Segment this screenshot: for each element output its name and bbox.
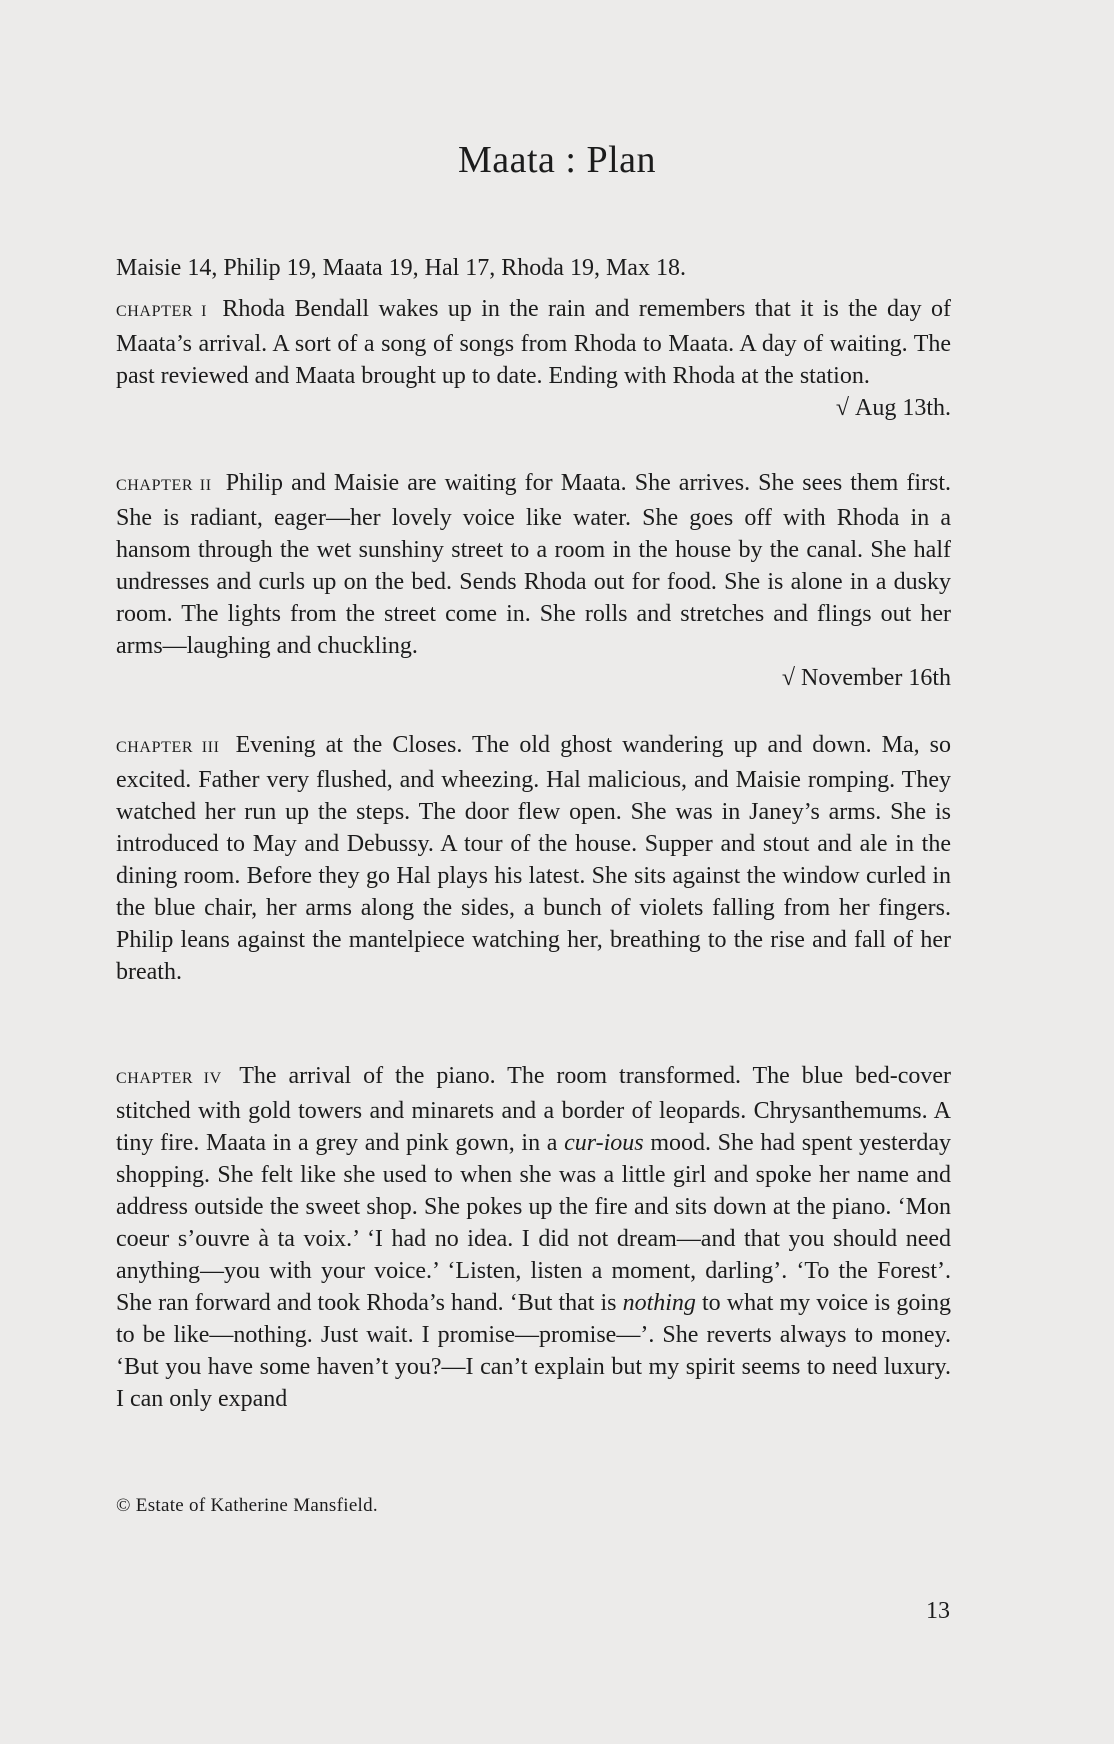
chapter-1-plan <box>116 293 951 424</box>
chapter-3-plan <box>116 729 951 988</box>
page-title: Maata : Plan <box>457 139 657 181</box>
copyright-notice: © Estate of Katherine Mansfield. <box>116 1495 378 1516</box>
chapter-label: CHAPTER IV <box>116 1070 222 1087</box>
chapter-label: CHAPTER I <box>116 303 208 320</box>
chapter-body-part-c: to what my voice is going to be like—nothing. Just wait. I promise—promise—’. She reverts always to money. ‘But you have some haven’t you?—I can’t explain but my spirit seems to need luxury. I can only expand <box>116 1290 951 1412</box>
chapter-body-part-b: mood. She had spent yesterday shopping. She felt like she used to when she was a little girl and spoke her name and address outside the sweet shop. She pokes up the fire and sits down at the piano. ‘Mon coeur s’ouvre à ta voix.’ ‘I had no idea. I did not dream—and that you should need anything—you with your voice.’ ‘Listen, listen a moment, darling’. ‘To the Forest’. She ran forward and took Rhoda’s hand. ‘But that is <box>116 1130 951 1316</box>
chapter-date: November 16th <box>801 665 951 691</box>
chapter-label: CHAPTER II <box>116 477 212 494</box>
chapter-4-plan <box>116 1060 951 1415</box>
chapter-body: Evening at the Closes. The old ghost wandering up and down. Ma, so excited. Father very flushed, and wheezing. Hal malicious, and Maisie romping. They watched her run up the steps. The door flew open. She was in Janey’s arms. She is introduced to May and Debussy. A tour of the house. Supper and stout and ale in the dining room. Before they go Hal plays his latest. She sits against the window curled in the blue chair, her arms along the sides, a bunch of violets falling from her fingers. Philip leans against the mantelpiece watching her, breathing to the rise and fall of her breath. <box>116 732 952 985</box>
chapter-date-note <box>836 392 951 424</box>
chapter-body-part-a: The arrival of the piano. The room transformed. The blue bed-cover stitched with gold towers and minarets and a border of leopards. Chrysanthemums. A tiny fire. Maata in a grey and pink gown, in a <box>116 1063 951 1156</box>
chapter-date: Aug 13th. <box>855 395 951 421</box>
chapter-body: Philip and Maisie are waiting for Maata. She arrives. She sees them first. She is radiant, eager—her lovely voice like water. She goes off with Rhoda in a hansom through the wet sunshiny street to a room in the house by the canal. She half undresses and curls up on the bed. Sends Rhoda out for food. She is alone in a dusky room. The lights from the street come in. She rolls and stretches and flings out her arms—laughing and chuckling. <box>116 470 951 659</box>
chapter-2-plan <box>116 467 951 694</box>
emphasis-curious: cur-ious <box>564 1130 644 1156</box>
chapter-label: CHAPTER III <box>116 739 220 756</box>
checkmark-icon: √ <box>781 665 796 691</box>
emphasis-nothing: nothing <box>622 1290 696 1316</box>
cast-list: Maisie 14, Philip 19, Maata 19, Hal 17, Rhoda 19, Max 18. <box>116 255 686 281</box>
chapter-body: Rhoda Bendall wakes up in the rain and remembers that it is the day of Maata’s arrival. A sort of a song of songs from Rhoda to Maata. A day of waiting. The past reviewed and Maata brought up to date. Ending with Rhoda at the station. <box>116 296 951 389</box>
page-number: 13 <box>926 1598 950 1624</box>
checkmark-icon: √ <box>835 395 849 421</box>
chapter-date-note <box>116 662 951 694</box>
